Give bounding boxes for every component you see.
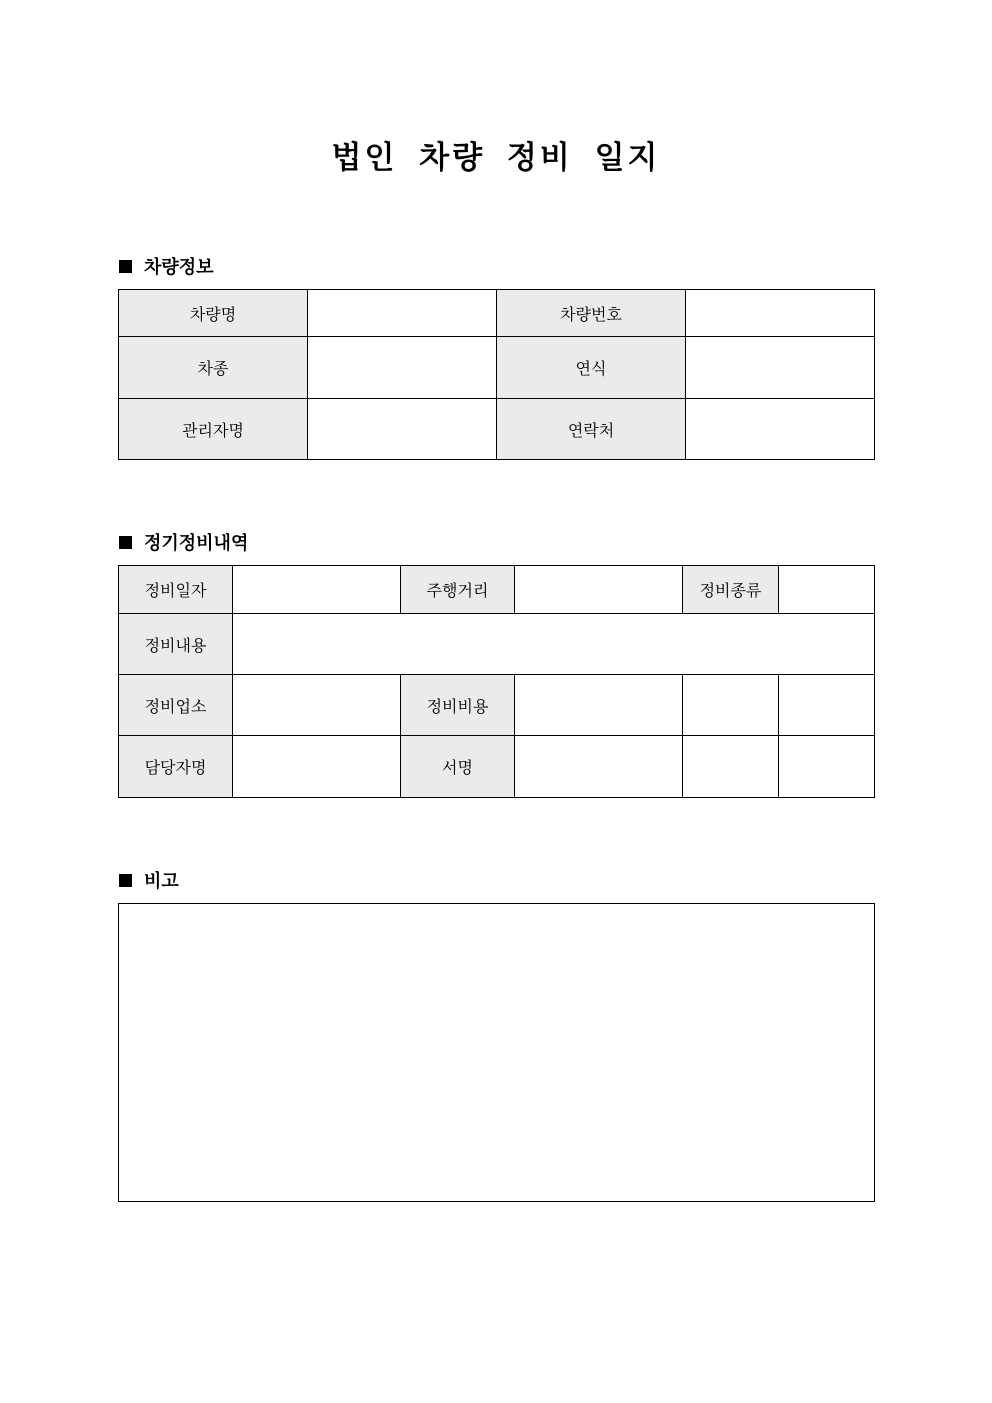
table-row xyxy=(119,736,875,798)
signature-label: 서명 xyxy=(401,736,515,798)
table-row xyxy=(119,337,875,399)
blank-cell[interactable] xyxy=(683,675,779,736)
mileage-field[interactable] xyxy=(515,566,683,614)
maintenance-content-label: 정비내용 xyxy=(119,614,233,675)
vehicle-number-label: 차량번호 xyxy=(497,290,686,337)
blank-cell[interactable] xyxy=(779,736,875,798)
table-row xyxy=(119,675,875,736)
model-year-field[interactable] xyxy=(686,337,875,399)
maintenance-heading xyxy=(119,529,248,555)
maintenance-content-field[interactable] xyxy=(233,614,875,675)
blank-cell[interactable] xyxy=(683,736,779,798)
maintenance-shop-label: 정비업소 xyxy=(119,675,233,736)
contact-label: 연락처 xyxy=(497,399,686,460)
remarks-heading xyxy=(119,867,179,893)
maintenance-shop-field[interactable] xyxy=(233,675,401,736)
vehicle-name-label: 차량명 xyxy=(119,290,308,337)
vehicle-info-table xyxy=(118,289,875,460)
table-row xyxy=(119,566,875,614)
maintenance-cost-field[interactable] xyxy=(515,675,683,736)
mileage-label: 주행거리 xyxy=(401,566,515,614)
signature-field[interactable] xyxy=(515,736,683,798)
person-in-charge-field[interactable] xyxy=(233,736,401,798)
manager-name-field[interactable] xyxy=(308,399,497,460)
maintenance-heading-label: 정기정비내역 xyxy=(144,533,249,554)
table-row xyxy=(119,290,875,337)
maintenance-date-label: 정비일자 xyxy=(119,566,233,614)
vehicle-info-heading-label: 차량정보 xyxy=(144,257,214,278)
maintenance-cost-label: 정비비용 xyxy=(401,675,515,736)
maintenance-type-label: 정비종류 xyxy=(683,566,779,614)
vehicle-name-field[interactable] xyxy=(308,290,497,337)
vehicle-type-field[interactable] xyxy=(308,337,497,399)
remarks-field[interactable] xyxy=(118,903,875,1202)
vehicle-number-field[interactable] xyxy=(686,290,875,337)
maintenance-type-field[interactable] xyxy=(779,566,875,614)
person-in-charge-label: 담당자명 xyxy=(119,736,233,798)
maintenance-table xyxy=(118,565,875,798)
black-square-icon xyxy=(119,536,132,549)
black-square-icon xyxy=(119,874,132,887)
vehicle-info-heading xyxy=(119,253,214,279)
blank-cell[interactable] xyxy=(779,675,875,736)
manager-name-label: 관리자명 xyxy=(119,399,308,460)
remarks-heading-label: 비고 xyxy=(144,871,179,892)
table-row xyxy=(119,614,875,675)
table-row xyxy=(119,399,875,460)
black-square-icon xyxy=(119,260,132,273)
model-year-label: 연식 xyxy=(497,337,686,399)
contact-field[interactable] xyxy=(686,399,875,460)
vehicle-type-label: 차종 xyxy=(119,337,308,399)
document-title: 법인 차량 정비 일지 xyxy=(331,140,661,176)
maintenance-date-field[interactable] xyxy=(233,566,401,614)
